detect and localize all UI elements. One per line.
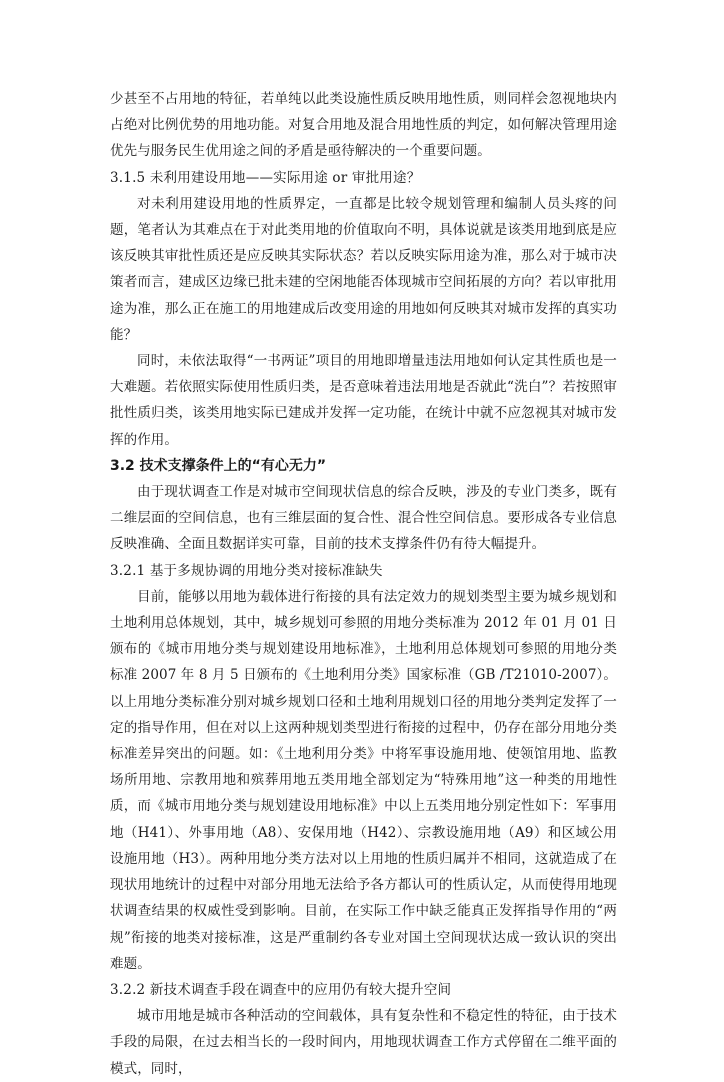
paragraph-tech-support: 由于现状调查工作是对城市空间现状信息的综合反映，涉及的专业门类多，既有二维层面的空间信息，也有三维层面的复合性、混合性空间信息。要形成各专业信息反映准确、全面且数据详实可靠，目前的技术支撑条件仍有待大幅提升。 <box>110 484 617 553</box>
document-page <box>110 86 617 1082</box>
paragraph-classification-standards: 目前，能够以用地为载体进行衔接的具有法定效力的规划类型主要为城乡规划和土地利用总体规划，其中，城乡规划可参照的用地分类标准为 2012 年 01 月 01 日颁布的《城市用地分类与规划建设用地标准》，土地利用总体规划可参照的用地分类标准 2007 年 8 月 5 日颁布的《土地利用分类》国家标准（GB /T21010-2007）。以上用地分类标准分别对城乡规划口径和土地利用规划口径的用地分类判定发挥了一定的指导作用，但在对以上这两种规划类型进行衔接的过程中，仍存在部分用地分类标准差异突出的问题。如：《土地利用分类》中将军事设施用地、使领馆用地、监教场所用地、宗教用地和殡葬用地五类用地全部划定为“特殊用地”这一种类的用地性质，而《城市用地分类与规划建设用地标准》中以上五类用地分别定性如下：军事用地（H41）、外事用地（A8）、安保用地（H42）、宗教设施用地（A9）和区域公用设施用地（H3）。两种用地分类方法对以上用地的性质归属并不相同，这就造成了在现状用地统计的过程中对部分用地无法给予各方都认可的性质认定，从而使得用地现状调查结果的权威性受到影响。目前，在实际工作中缺乏能真正发挥指导作用的“两规”衔接的地类对接标准，这是严重制约各专业对国土空间现状达成一致认识的突出难题。 <box>110 588 617 972</box>
paragraph-new-technology: 城市用地是城市各种活动的空间载体，具有复杂性和不稳定性的特征，由于技术手段的局限，在过去相当长的一段时间内，用地现状调查工作方式停留在二维平面的模式，同时， <box>110 1008 617 1077</box>
heading-3-1-5: 3.1.5 未利用建设用地——实际用途 or 审批用途？ <box>110 169 421 186</box>
heading-3-2: 3.2 技术支撑条件上的“有心无力” <box>110 457 327 474</box>
heading-3-2-1: 3.2.1 基于多规协调的用地分类对接标准缺失 <box>110 562 383 579</box>
paragraph-continuation: 少甚至不占用地的特征，若单纯以此类设施性质反映用地性质，则同样会忽视地块内占绝对比例优势的用地功能。对复合用地及混合用地性质的判定，如何解决管理用途优先与服务民生优用途之间的矛盾是亟待解决的一个重要问题。 <box>110 91 617 160</box>
paragraph-illegal-land: 同时，未依法取得“一书两证”项目的用地即增量违法用地如何认定其性质也是一大难题。若依照实际使用性质归类，是否意味着违法用地是否就此“洗白”？若按照审批性质归类，该类用地实际已建成并发挥一定功能，在统计中就不应忽视其对城市发挥的作用。 <box>110 353 617 448</box>
paragraph-unused-land-nature: 对未利用建设用地的性质界定，一直都是比较令规划管理和编制人员头疼的问题，笔者认为其难点在于对此类用地的价值取向不明，具体说就是该类用地到底是应该反映其审批性质还是应反映其实际状态？若以反映实际用途为准，那么对于城市决策者而言，建成区边缘已批未建的空闲地能否体现城市空间拓展的方向？若以审批用途为准，那么正在施工的用地建成后改变用途的用地如何反映其对城市发挥的真实功能？ <box>110 195 617 343</box>
heading-3-2-2: 3.2.2 新技术调查手段在调查中的应用仍有较大提升空间 <box>110 981 452 998</box>
